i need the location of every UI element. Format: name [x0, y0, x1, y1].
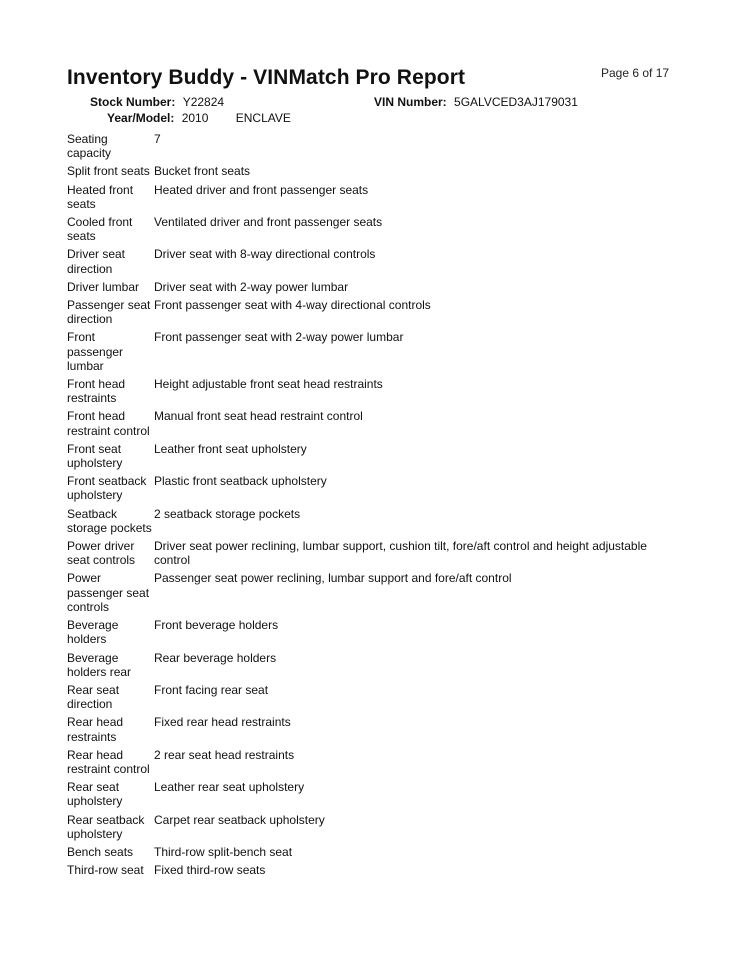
spec-row: [67, 409, 667, 437]
spec-value: Carpet rear seatback upholstery: [154, 812, 325, 827]
spec-value: Passenger seat power reclining, lumbar support and fore/aft control: [154, 571, 512, 586]
spec-row: [67, 507, 667, 535]
spec-value: Plastic front seatback upholstery: [154, 474, 327, 489]
spec-value: Heated driver and front passenger seats: [154, 182, 369, 197]
spec-label: Power passenger seat controls: [67, 571, 150, 614]
spec-value: Manual front seat head restraint control: [154, 409, 363, 424]
spec-row: [67, 377, 667, 405]
spec-row: [67, 132, 667, 160]
spec-label: Heated front seats: [67, 182, 134, 211]
spec-row: [67, 442, 667, 470]
spec-value: Leather rear seat upholstery: [154, 780, 305, 795]
spec-label: Third-row seat: [67, 863, 144, 878]
spec-value: 7: [154, 132, 161, 146]
spec-value: Ventilated driver and front passenger seats: [154, 215, 383, 230]
year-model-field: [107, 111, 291, 125]
spec-value: Fixed rear head restraints: [154, 715, 291, 730]
spec-label: Front head restraint control: [67, 409, 150, 438]
spec-label: Rear head restraint control: [67, 747, 150, 776]
spec-label: Front seatback upholstery: [67, 474, 147, 503]
spec-row: [67, 571, 667, 614]
spec-label: Front head restraints: [67, 377, 126, 406]
spec-value: Front passenger seat with 4-way directional controls: [154, 298, 431, 313]
spec-value: Height adjustable front seat head restraints: [154, 377, 383, 392]
spec-label: Rear seatback upholstery: [67, 812, 145, 841]
spec-label: Driver seat direction: [67, 247, 126, 276]
spec-label: Beverage holders: [67, 618, 119, 647]
spec-value: Driver seat power reclining, lumbar support, cushion tilt, fore/aft control and height adjustable control: [154, 539, 647, 568]
spec-row: [67, 845, 667, 859]
spec-value: 2 seatback storage pockets: [154, 506, 301, 521]
spec-row: [67, 330, 667, 373]
spec-label: Bench seats: [67, 844, 134, 859]
report-title: Inventory Buddy - VINMatch Pro Report: [67, 66, 466, 89]
spec-row: [67, 780, 667, 808]
spec-value: Front beverage holders: [154, 618, 279, 633]
vin-number-field: [374, 95, 578, 109]
spec-label: Beverage holders rear: [67, 650, 132, 679]
spec-row: [67, 164, 667, 178]
spec-label: Driver lumbar: [67, 279, 140, 294]
spec-label: Rear seat upholstery: [67, 780, 123, 809]
spec-row: [67, 683, 667, 711]
spec-row: [67, 280, 667, 294]
year-value: 2010: [181, 111, 209, 125]
model-value: ENCLAVE: [235, 111, 291, 125]
spec-value: Driver seat with 2-way power lumbar: [154, 279, 349, 294]
spec-row: [67, 474, 667, 502]
spec-row: [67, 183, 667, 211]
spec-row: [67, 651, 667, 679]
spec-value: Bucket front seats: [154, 164, 251, 179]
page-number: Page 6 of 17: [601, 66, 670, 80]
spec-row: [67, 247, 667, 275]
spec-label: Front passenger lumbar: [67, 330, 124, 373]
spec-row: [67, 748, 667, 776]
spec-row: [67, 813, 667, 841]
stock-number-value: Y22824: [182, 95, 225, 109]
spec-row: [67, 298, 667, 326]
spec-label: Front seat upholstery: [67, 441, 123, 471]
spec-row: [67, 215, 667, 243]
spec-value: Rear beverage holders: [154, 650, 277, 665]
stock-number-field: [90, 95, 224, 109]
spec-label: Power driver seat controls: [67, 539, 136, 568]
spec-value: Front facing rear seat: [154, 682, 269, 697]
spec-row: [67, 539, 667, 567]
spec-label: Split front seats: [67, 164, 150, 179]
spec-row: [67, 863, 667, 877]
vin-number-label: VIN Number:: [374, 95, 447, 109]
spec-value: Leather front seat upholstery: [154, 441, 307, 456]
spec-label: Rear seat direction: [67, 682, 120, 712]
spec-label: Seatback storage pockets: [67, 506, 152, 535]
vin-number-value: 5GALVCED3AJ179031: [454, 95, 578, 109]
spec-value: Front passenger seat with 2-way power lumbar: [154, 330, 404, 345]
spec-label: Rear head restraints: [67, 715, 124, 744]
spec-label: Passenger seat direction: [67, 298, 151, 327]
spec-value: Driver seat with 8-way directional controls: [154, 247, 376, 262]
spec-label: Cooled front seats: [67, 215, 133, 244]
year-model-label: Year/Model:: [107, 111, 175, 125]
spec-row: [67, 618, 667, 646]
spec-value: Third-row split-bench seat: [154, 844, 293, 859]
spec-value: Fixed third-row seats: [154, 863, 266, 878]
spec-row: [67, 715, 667, 743]
stock-number-label: Stock Number:: [90, 95, 176, 109]
spec-label: Seating capacity: [67, 132, 112, 161]
specs-list: [67, 132, 667, 881]
spec-value: 2 rear seat head restraints: [154, 747, 295, 762]
